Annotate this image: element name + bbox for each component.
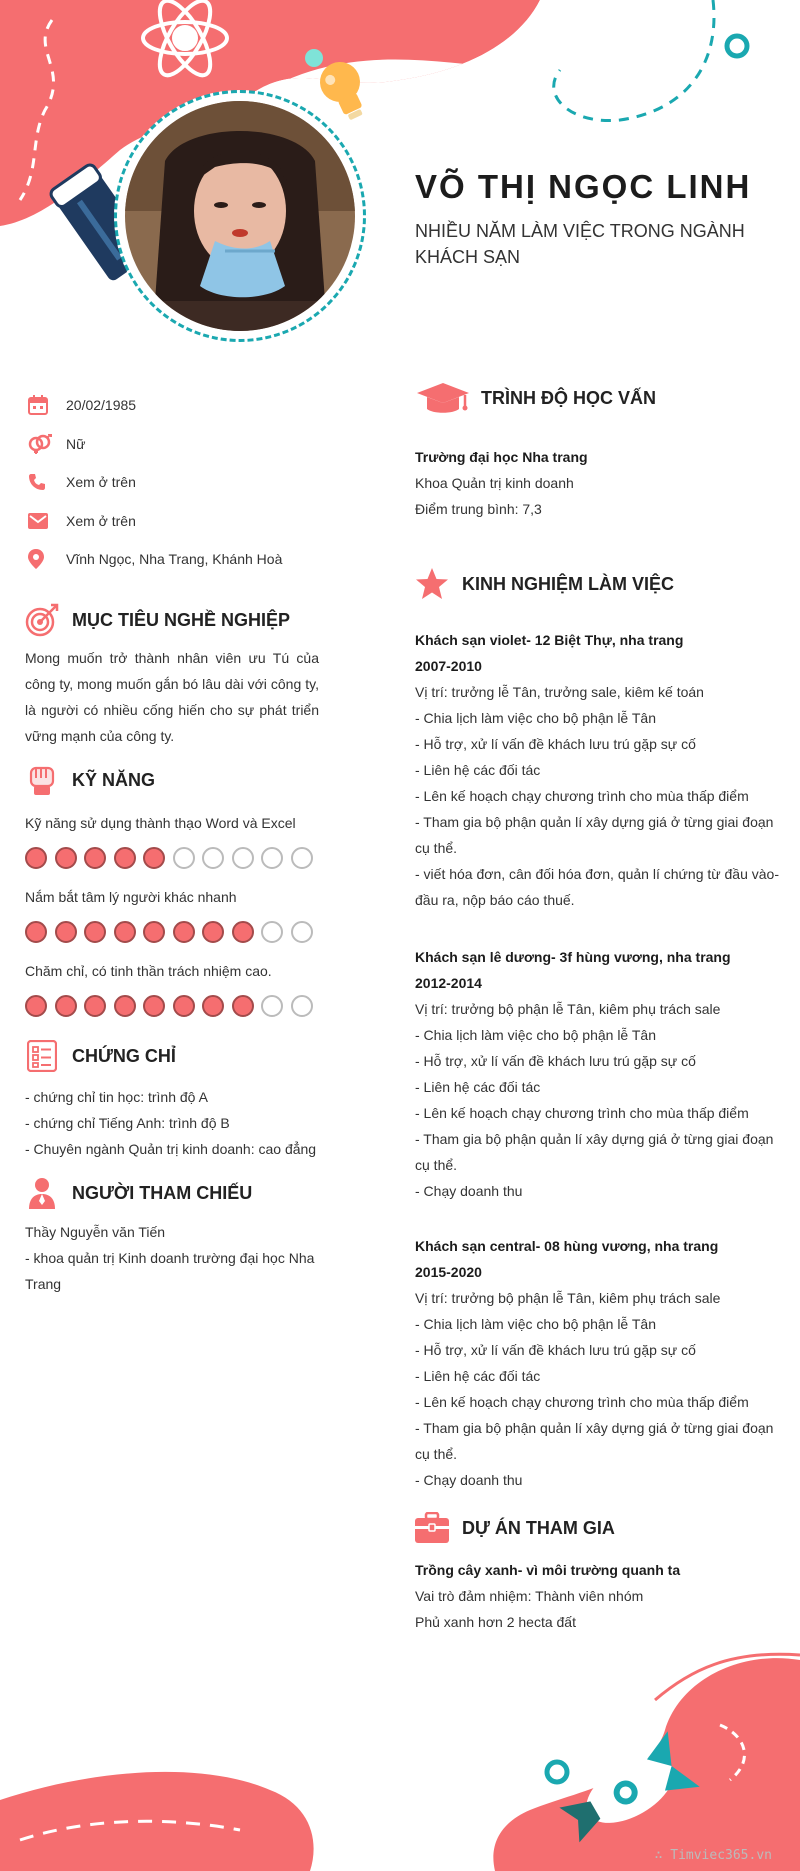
job-line: - Tham gia bộ phận quản lí xây dựng giá ở từng giai đoạn cụ thể. bbox=[415, 1131, 774, 1173]
projects-heading bbox=[412, 1510, 615, 1546]
skill-rating bbox=[25, 995, 320, 1017]
rating-dot-filled bbox=[25, 995, 47, 1017]
phone-icon bbox=[28, 471, 54, 493]
rating-dot-filled bbox=[143, 921, 165, 943]
project-result: Phủ xanh hơn 2 hecta đất bbox=[415, 1614, 576, 1630]
job-line: - Lên kế hoạch chạy chương trình cho mùa thấp điểm bbox=[415, 788, 749, 804]
job-period: 2007-2010 bbox=[415, 658, 482, 674]
skill-label: Nắm bắt tâm lý người khác nhanh bbox=[25, 889, 237, 905]
section-title: MỤC TIÊU NGHỀ NGHIỆP bbox=[72, 609, 291, 630]
rating-dot-filled bbox=[25, 847, 47, 869]
rating-dot-filled bbox=[143, 847, 165, 869]
certificate-item: - Chuyên ngành Quản trị kinh doanh: cao đẳng bbox=[25, 1141, 317, 1157]
section-title: TRÌNH ĐỘ HỌC VẤN bbox=[481, 387, 656, 408]
objective-heading bbox=[22, 602, 290, 638]
project-details bbox=[415, 1557, 780, 1635]
skill-label: Chăm chỉ, có tinh thần trách nhiệm cao. bbox=[25, 963, 272, 979]
target-icon bbox=[22, 602, 62, 638]
contact-birthday bbox=[28, 386, 358, 425]
watermark: ∴ Timviec365.vn bbox=[654, 1848, 772, 1863]
job-line: - Chia lịch làm việc cho bộ phận lễ Tân bbox=[415, 1316, 656, 1332]
rating-dot-filled bbox=[232, 995, 254, 1017]
contact-text: Nữ bbox=[66, 435, 86, 452]
section-title: NGƯỜI THAM CHIẾU bbox=[72, 1182, 253, 1203]
contact-text: Xem ở trên bbox=[66, 512, 136, 529]
skill-rating bbox=[25, 921, 320, 943]
job-line: Vị trí: trưởng lễ Tân, trưởng sale, kiêm kế toán bbox=[415, 684, 704, 700]
rating-dot-empty bbox=[291, 995, 313, 1017]
school-name: Trường đại học Nha trang bbox=[415, 449, 588, 465]
job-line: - Chia lịch làm việc cho bộ phận lễ Tân bbox=[415, 710, 656, 726]
job-line: - Lên kế hoạch chạy chương trình cho mùa thấp điểm bbox=[415, 1394, 749, 1410]
job-period: 2015-2020 bbox=[415, 1264, 482, 1280]
section-title: CHỨNG CHỈ bbox=[72, 1045, 176, 1066]
graduation-cap-icon bbox=[415, 380, 471, 416]
rating-dot-filled bbox=[173, 921, 195, 943]
rating-dot-filled bbox=[202, 921, 224, 943]
rating-dot-empty bbox=[261, 847, 283, 869]
job-line: - Hỗ trợ, xử lí vấn đề khách lưu trú gặp sự cố bbox=[415, 736, 696, 752]
rating-dot-filled bbox=[202, 995, 224, 1017]
star-icon bbox=[412, 566, 452, 602]
job-line: - Hỗ trợ, xử lí vấn đề khách lưu trú gặp sự cố bbox=[415, 1053, 696, 1069]
certificates-heading bbox=[22, 1038, 176, 1074]
job-entry bbox=[415, 1233, 780, 1493]
job-entry bbox=[415, 627, 780, 913]
skill-label: Kỹ năng sử dụng thành thạo Word và Excel bbox=[25, 815, 296, 831]
contact-text: Vĩnh Ngọc, Nha Trang, Khánh Hoà bbox=[66, 551, 283, 568]
project-role: Vai trò đảm nhiệm: Thành viên nhóm bbox=[415, 1588, 644, 1604]
rating-dot-empty bbox=[261, 921, 283, 943]
job-company: Khách sạn lê dương- 3f hùng vương, nha trang bbox=[415, 949, 731, 965]
avatar bbox=[114, 90, 366, 342]
candidate-name: VÕ THỊ NGỌC LINH bbox=[415, 168, 752, 205]
rating-dot-empty bbox=[291, 847, 313, 869]
contact-email bbox=[28, 502, 358, 541]
major: Khoa Quản trị kinh doanh bbox=[415, 475, 574, 491]
rating-dot-filled bbox=[55, 921, 77, 943]
contact-list bbox=[28, 386, 358, 579]
contact-gender bbox=[28, 425, 358, 464]
objective-text: Mong muốn trở thành nhân viên ưu Tú của công ty, mong muốn gắn bó lâu dài với công ty, là người có nhiều cống hiến cho sự phát triển vững mạnh của công ty. bbox=[25, 650, 319, 744]
job-company: Khách sạn central- 08 hùng vương, nha trang bbox=[415, 1238, 719, 1254]
job-line: - Chạy doanh thu bbox=[415, 1472, 523, 1488]
job-line: - Chạy doanh thu bbox=[415, 1183, 523, 1199]
project-name: Trồng cây xanh- vì môi trường quanh ta bbox=[415, 1562, 681, 1578]
location-icon bbox=[28, 548, 54, 570]
job-line: Vị trí: trưởng bộ phận lễ Tân, kiêm phụ trách sale bbox=[415, 1001, 721, 1017]
job-period: 2012-2014 bbox=[415, 975, 482, 991]
contact-phone bbox=[28, 463, 358, 502]
rating-dot-filled bbox=[143, 995, 165, 1017]
contact-text: Xem ở trên bbox=[66, 474, 136, 491]
fist-icon bbox=[22, 762, 62, 798]
reference-item: - khoa quản trị Kinh doanh trường đại học Nha Trang bbox=[25, 1250, 315, 1292]
job-line: - viết hóa đơn, cân đối hóa đơn, quản lí chứng từ đầu vào- đầu ra, nộp báo cáo thuế. bbox=[415, 866, 779, 908]
rating-dot-filled bbox=[173, 995, 195, 1017]
job-line: - Hỗ trợ, xử lí vấn đề khách lưu trú gặp sự cố bbox=[415, 1342, 696, 1358]
person-icon bbox=[22, 1175, 62, 1211]
gender-icon bbox=[28, 433, 54, 455]
certificate-item: - chứng chỉ Tiếng Anh: trình độ B bbox=[25, 1115, 230, 1131]
gpa: Điểm trung bình: 7,3 bbox=[415, 501, 542, 517]
job-line: - Liên hệ các đối tác bbox=[415, 1079, 541, 1095]
rating-dot-empty bbox=[232, 847, 254, 869]
experience-heading bbox=[412, 566, 674, 602]
rating-dot-empty bbox=[173, 847, 195, 869]
contact-address bbox=[28, 540, 358, 579]
job-line: - Tham gia bộ phận quản lí xây dựng giá ở từng giai đoạn cụ thể. bbox=[415, 1420, 774, 1462]
certificate-item: - chứng chỉ tin học: trình độ A bbox=[25, 1089, 208, 1105]
section-title: KINH NGHIỆM LÀM VIỆC bbox=[462, 573, 675, 594]
job-line: Vị trí: trưởng bộ phận lễ Tân, kiêm phụ trách sale bbox=[415, 1290, 721, 1306]
briefcase-icon bbox=[412, 1510, 452, 1546]
rating-dot-filled bbox=[55, 995, 77, 1017]
rating-dot-empty bbox=[291, 921, 313, 943]
rating-dot-empty bbox=[202, 847, 224, 869]
job-line: - Tham gia bộ phận quản lí xây dựng giá ở từng giai đoạn cụ thể. bbox=[415, 814, 774, 856]
rating-dot-filled bbox=[55, 847, 77, 869]
rating-dot-empty bbox=[261, 995, 283, 1017]
rating-dot-filled bbox=[232, 921, 254, 943]
contact-text: 20/02/1985 bbox=[66, 397, 137, 414]
job-line: - Chia lịch làm việc cho bộ phận lễ Tân bbox=[415, 1027, 656, 1043]
job-entry bbox=[415, 944, 780, 1204]
email-icon bbox=[28, 510, 54, 532]
job-company: Khách sạn violet- 12 Biệt Thự, nha trang bbox=[415, 632, 684, 648]
job-line: - Liên hệ các đối tác bbox=[415, 1368, 541, 1384]
rating-dot-filled bbox=[114, 847, 136, 869]
job-line: - Liên hệ các đối tác bbox=[415, 762, 541, 778]
skills-heading bbox=[22, 762, 155, 798]
references-list bbox=[25, 1219, 330, 1297]
rating-dot-filled bbox=[25, 921, 47, 943]
job-line: - Lên kế hoạch chạy chương trình cho mùa thấp điểm bbox=[415, 1105, 749, 1121]
references-heading bbox=[22, 1175, 252, 1211]
education-heading bbox=[415, 380, 656, 416]
candidate-subtitle: NHIỀU NĂM LÀM VIỆC TRONG NGÀNH KHÁCH SẠN bbox=[415, 221, 745, 267]
rating-dot-filled bbox=[84, 995, 106, 1017]
rating-dot-filled bbox=[84, 847, 106, 869]
rating-dot-filled bbox=[84, 921, 106, 943]
calendar-icon bbox=[28, 394, 54, 416]
rating-dot-filled bbox=[114, 995, 136, 1017]
education-details bbox=[415, 444, 780, 522]
skill-rating bbox=[25, 847, 320, 869]
rating-dot-filled bbox=[114, 921, 136, 943]
section-title: KỸ NĂNG bbox=[72, 769, 156, 790]
checklist-icon bbox=[22, 1038, 62, 1074]
certificates-list bbox=[25, 1084, 345, 1162]
reference-item: Thầy Nguyễn văn Tiến bbox=[25, 1224, 166, 1240]
avatar-photo bbox=[125, 101, 355, 331]
section-title: DỰ ÁN THAM GIA bbox=[462, 1517, 615, 1538]
